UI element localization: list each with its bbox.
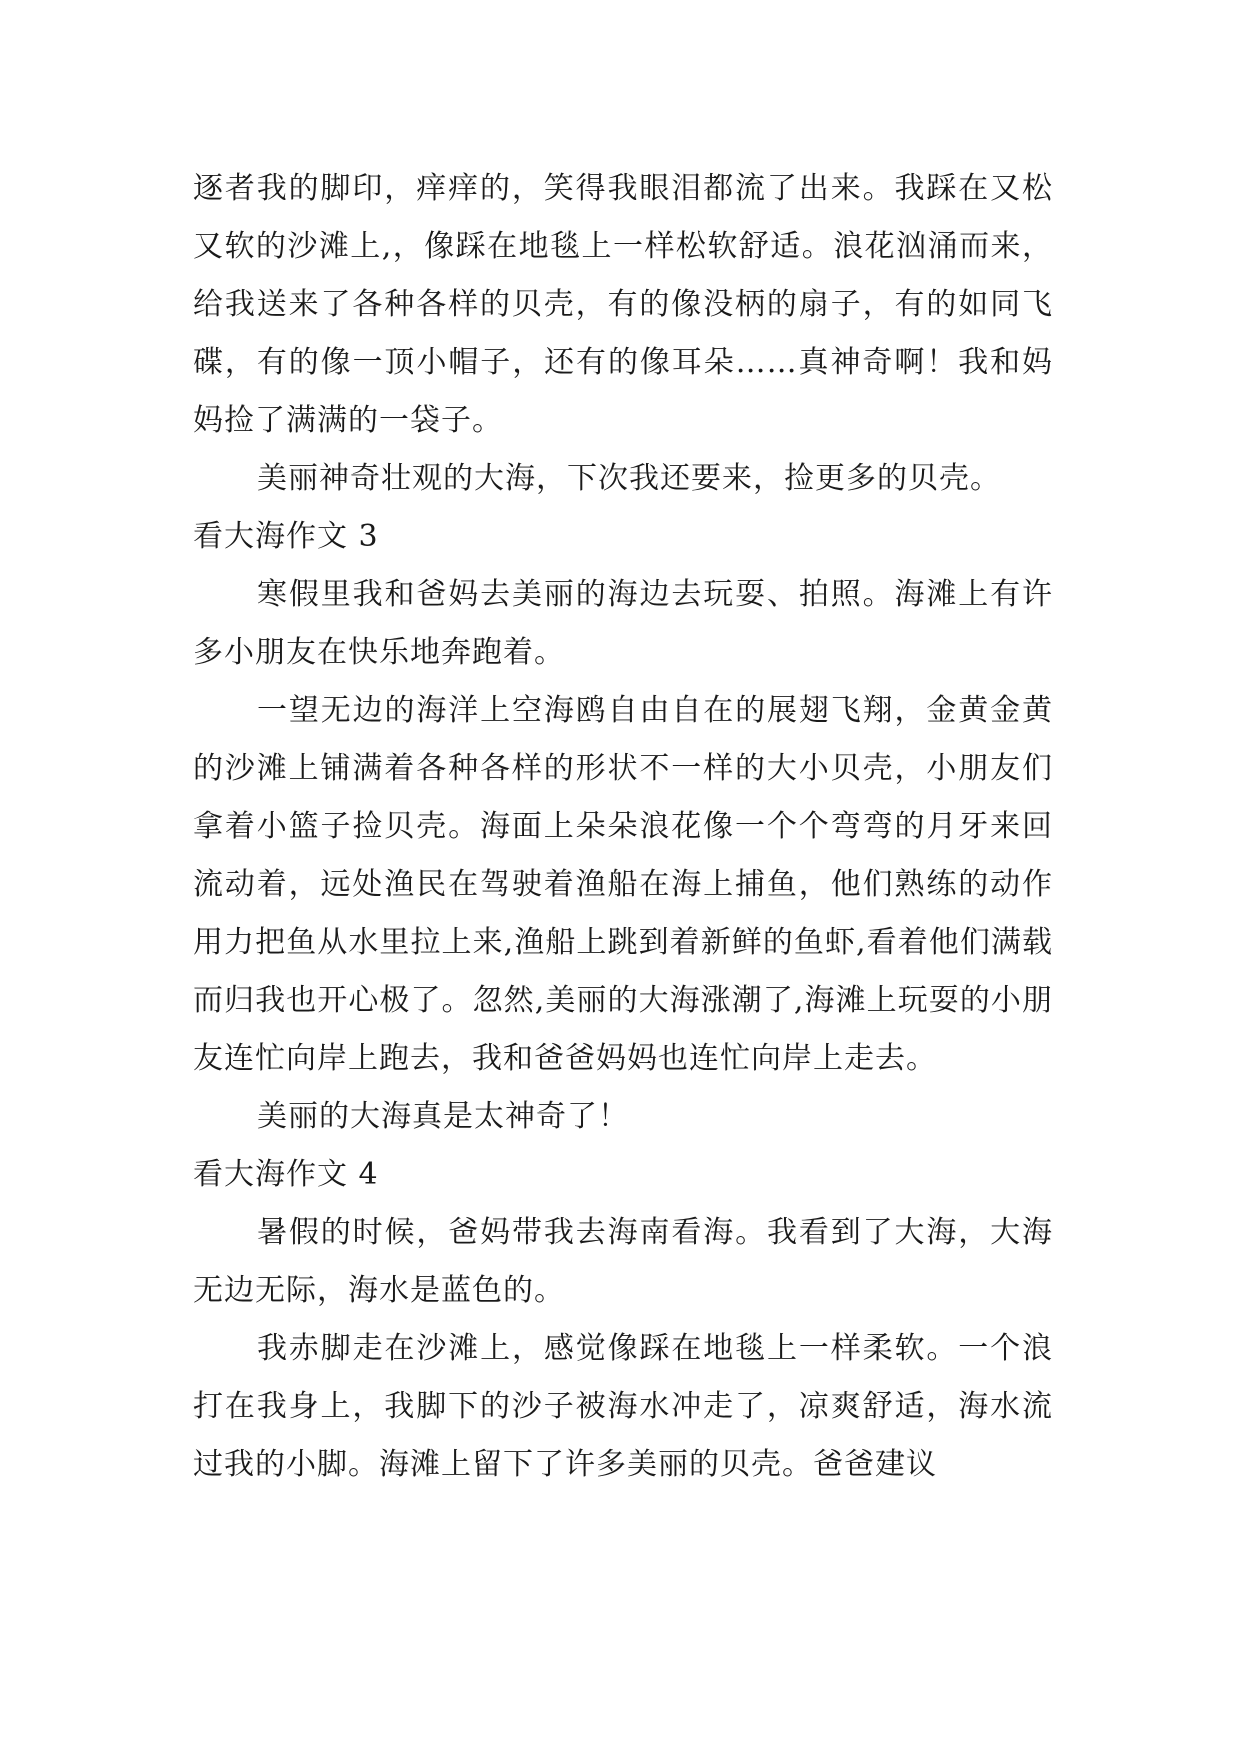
paragraph: 我赤脚走在沙滩上，感觉像踩在地毯上一样柔软。一个浪打在我身上，我脚下的沙子被海水冲走了，凉爽舒适，海水流过我的小脚。海滩上留下了许多美丽的贝壳。爸爸建议 <box>193 1331 1053 1482</box>
essay-text <box>193 160 1053 1494</box>
paragraph: 逐者我的脚印，痒痒的，笑得我眼泪都流了出来。我踩在又松又软的沙滩上,，像踩在地毯上一样松软舒适。浪花汹涌而来，给我送来了各种各样的贝壳，有的像没柄的扇子，有的如同飞碟，有的像一顶小帽子，还有的像耳朵……真神奇啊！我和妈妈捡了满满的一袋子。 <box>193 171 1053 438</box>
paragraph: 暑假的时候，爸妈带我去海南看海。我看到了大海，大海无边无际，海水是蓝色的。 <box>193 1215 1053 1308</box>
paragraph: 美丽神奇壮观的大海，下次我还要来，捡更多的贝壳。 <box>257 461 1001 496</box>
essay-title: 看大海作文 3 <box>193 519 379 554</box>
paragraph: 寒假里我和爸妈去美丽的海边去玩耍、拍照。海滩上有许多小朋友在快乐地奔跑着。 <box>193 577 1053 670</box>
paragraph: 美丽的大海真是太神奇了！ <box>257 1099 629 1134</box>
paragraph: 一望无边的海洋上空海鸥自由自在的展翅飞翔，金黄金黄的沙滩上铺满着各种各样的形状不一样的大小贝壳，小朋友们拿着小篮子捡贝壳。海面上朵朵浪花像一个个弯弯的月牙来回流动着，远处渔民在驾驶着渔船在海上捕鱼，他们熟练的动作用力把鱼从水里拉上来,渔船上跳到着新鲜的鱼虾,看着他们满载而归我也开心极了。忽然,美丽的大海涨潮了,海滩上玩耍的小朋友连忙向岸上跑去，我和爸爸妈妈也连忙向岸上走去。 <box>193 693 1053 1076</box>
essay-title: 看大海作文 4 <box>193 1157 379 1192</box>
